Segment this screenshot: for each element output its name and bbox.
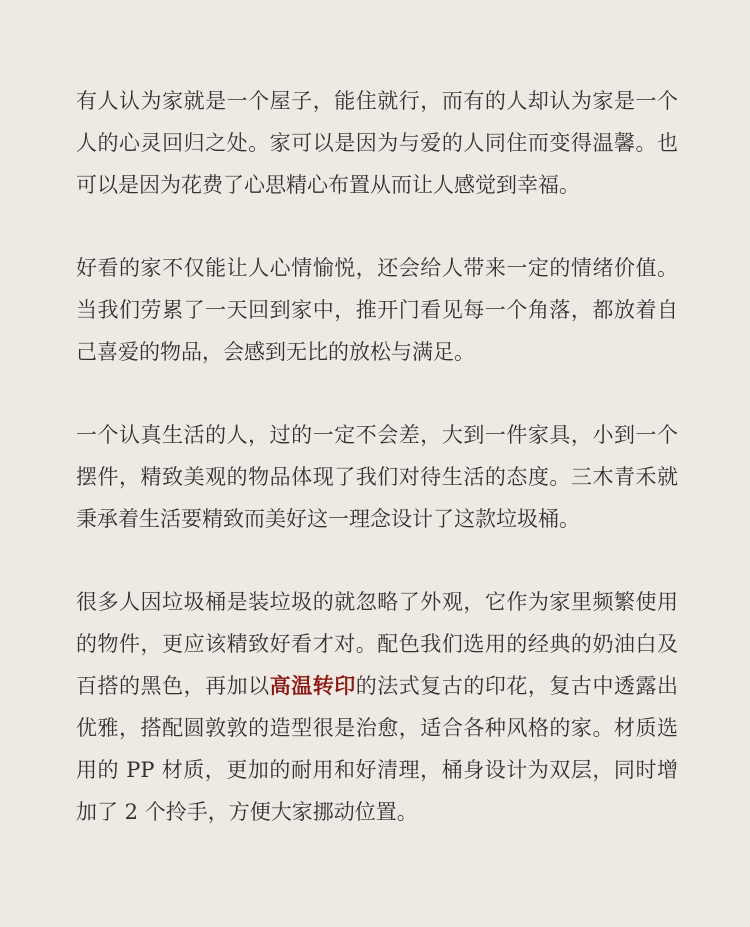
paragraph-home-meaning: 有人认为家就是一个屋子，能住就行，而有的人却认为家是一个人的心灵回归之处。家可以是因为与爱的人同住而变得温馨。也可以是因为花费了心思精心布置从而让人感觉到幸福。 [76,89,678,197]
product-text-after: 的法式复古的印花，复古中透露出优雅，搭配圆敦敦的造型很是治愈，适合各种风格的家。材质选用的 PP 材质，更加的耐用和好清理，桶身设计为双层，同时增加了 2 个拎手，方便大家挪动位置。 [76,674,679,824]
paragraph-product-description [76,581,678,833]
paragraph-emotional-value: 好看的家不仅能让人心情愉悦，还会给人带来一定的情绪价值。当我们劳累了一天回到家中，推开门看见每一个角落，都放着自己喜爱的物品，会感到无比的放松与满足。 [76,256,678,364]
highlight-heat-transfer: 高温转印 [269,673,356,698]
paragraph-life-attitude: 一个认真生活的人，过的一定不会差，大到一件家具，小到一个摆件，精致美观的物品体现了我们对待生活的态度。三木青禾就秉承着生活要精致而美好这一理念设计了这款垃圾桶。 [76,423,678,531]
product-text-before: 很多人因垃圾桶是装垃圾的就忽略了外观，它作为家里频繁使用的物件，更应该精致好看才对。配色我们选用的经典的奶油白及百搭的黑色，再加以 [76,590,678,698]
